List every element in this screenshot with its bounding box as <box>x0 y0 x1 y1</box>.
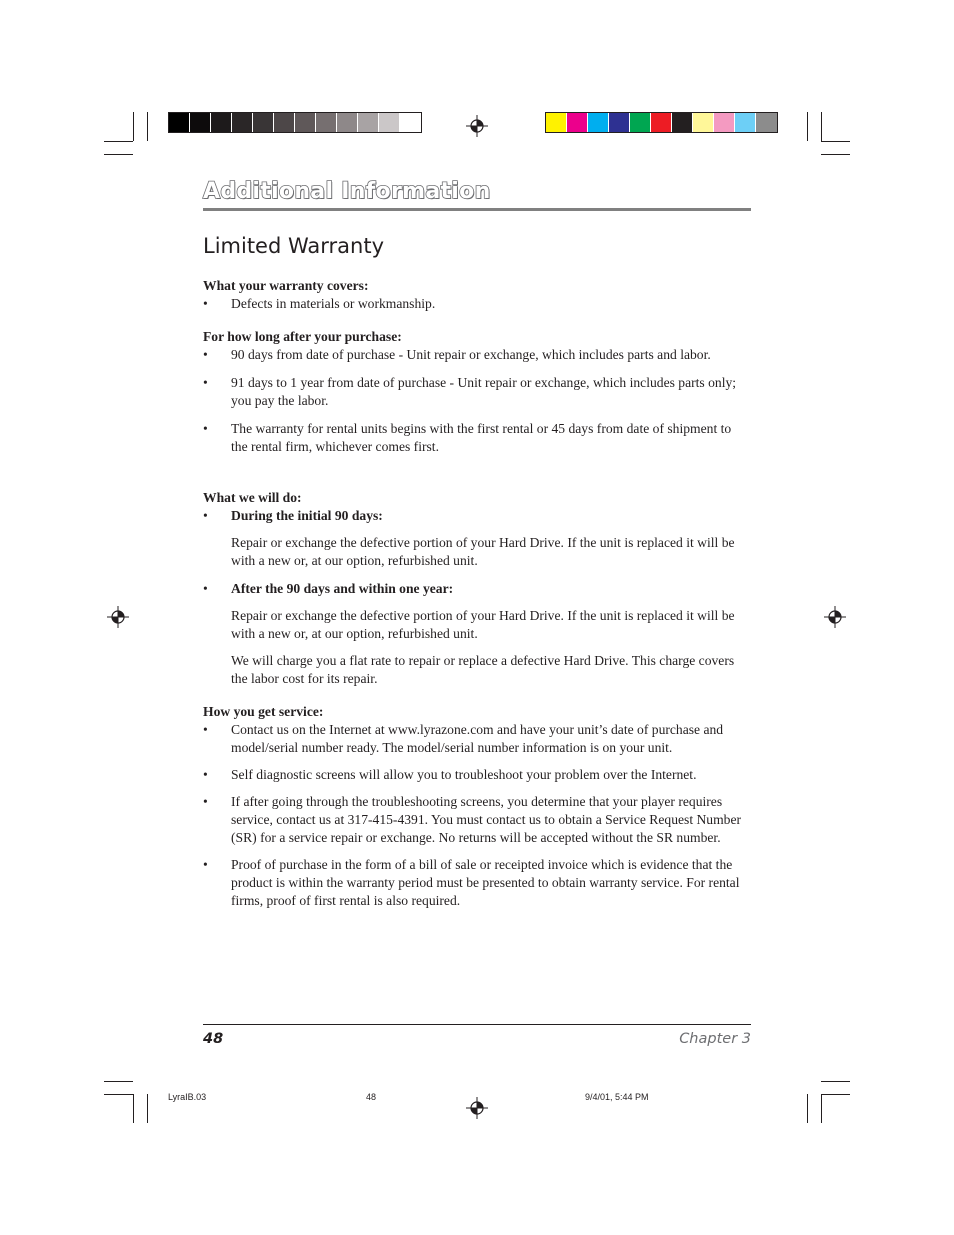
list-item <box>203 507 751 525</box>
bullet-icon: • <box>203 375 208 390</box>
color-swatch <box>735 113 756 132</box>
bullet-icon: • <box>203 581 208 596</box>
crop-mark <box>821 1094 822 1123</box>
color-swatch <box>253 113 274 132</box>
bullet-icon: • <box>203 722 208 737</box>
list-item: • 90 days from date of purchase - Unit repair or exchange, which includes parts and labor. <box>203 347 711 362</box>
page-number: 48 <box>203 1031 224 1047</box>
color-swatch <box>672 113 693 132</box>
color-swatch <box>651 113 672 132</box>
grayscale-color-bar <box>168 112 422 133</box>
list-item: • Defects in materials or workmanship. <box>203 296 436 311</box>
crop-mark <box>104 1081 133 1082</box>
list-item: • 91 days to 1 year from date of purchase - Unit repair or exchange, which includes parts only; you pay the labor. <box>203 375 737 408</box>
charge-text: We will charge you a flat rate to repair or replace a defective Hard Drive. This charge covers the labor cost for its repair. <box>231 653 735 686</box>
footer-rule <box>203 1024 751 1025</box>
list-item: • If after going through the troubleshooting screens, you determine that your player requires service, contact us at 317-415-4391. You must contact us to obtain a Service Request Number (SR) for a service repair or exchange. No returns will be accepted without the SR number. <box>203 794 742 845</box>
list-item: • The warranty for rental units begins with the first rental or 45 days from date of shipment to the rental firm, whichever comes first. <box>203 421 732 454</box>
section-title-rule <box>203 208 751 211</box>
crop-mark <box>147 112 148 141</box>
crop-mark <box>133 1094 134 1123</box>
initial-period-label: During the initial 90 days: <box>231 508 383 523</box>
registration-mark-icon <box>466 1097 488 1119</box>
color-swatch <box>169 113 190 132</box>
color-swatch <box>714 113 735 132</box>
section-title: Additional Information <box>203 179 491 204</box>
color-swatch <box>567 113 588 132</box>
registration-mark-icon <box>466 115 488 137</box>
crop-mark <box>104 1094 133 1095</box>
color-swatch <box>337 113 358 132</box>
color-swatch <box>756 113 777 132</box>
list-item: • Self diagnostic screens will allow you to troubleshoot your problem over the Internet. <box>203 767 697 782</box>
color-swatch <box>379 113 400 132</box>
process-color-bar <box>545 112 778 133</box>
color-swatch <box>295 113 316 132</box>
registration-mark-icon <box>107 606 129 628</box>
crop-mark <box>104 141 133 142</box>
service-heading: How you get service: <box>203 704 324 719</box>
color-swatch <box>274 113 295 132</box>
duration-heading: For how long after your purchase: <box>203 329 402 344</box>
color-swatch <box>546 113 567 132</box>
crop-mark <box>104 154 133 155</box>
will-do-heading: What we will do: <box>203 490 302 505</box>
color-swatch <box>630 113 651 132</box>
warranty-content <box>203 277 751 910</box>
covers-heading: What your warranty covers: <box>203 278 369 293</box>
bullet-icon: • <box>203 347 208 362</box>
list-item: • Contact us on the Internet at www.lyrazone.com and have your unit’s date of purchase and model/serial number ready. The model/serial number information is on your unit. <box>203 722 724 755</box>
bullet-icon: • <box>203 421 208 436</box>
crop-mark <box>821 1081 850 1082</box>
color-swatch <box>400 113 421 132</box>
bullet-icon: • <box>203 857 208 872</box>
color-swatch <box>232 113 253 132</box>
color-swatch <box>190 113 211 132</box>
registration-mark-icon <box>824 606 846 628</box>
slug-timestamp: 9/4/01, 5:44 PM <box>585 1092 649 1102</box>
color-swatch <box>358 113 379 132</box>
initial-period-text: Repair or exchange the defective portion of your Hard Drive. If the unit is replaced it will be with a new or, at our option, refurbished unit. <box>231 535 735 568</box>
bullet-icon: • <box>203 508 208 523</box>
bullet-icon: • <box>203 767 208 782</box>
crop-mark <box>807 112 808 141</box>
color-swatch <box>316 113 337 132</box>
after-period-label: After the 90 days and within one year: <box>231 581 454 596</box>
page-heading: Limited Warranty <box>203 234 385 258</box>
crop-mark <box>807 1094 808 1123</box>
list-item: • Proof of purchase in the form of a bill of sale or receipted invoice which is evidence that the product is within the warranty period must be presented to obtain warranty service. For rental firms, proof of first rental is also required. <box>203 857 740 908</box>
crop-mark <box>821 154 850 155</box>
color-swatch <box>211 113 232 132</box>
crop-mark <box>821 141 850 142</box>
slug-page: 48 <box>366 1092 377 1102</box>
after-period-text: Repair or exchange the defective portion of your Hard Drive. If the unit is replaced it will be with a new or, at our option, refurbished unit. <box>231 608 735 641</box>
list-item <box>203 580 751 598</box>
color-swatch <box>588 113 609 132</box>
chapter-label: Chapter 3 <box>679 1031 751 1047</box>
crop-mark <box>133 112 134 141</box>
crop-mark <box>147 1094 148 1123</box>
crop-mark <box>821 1094 850 1095</box>
bullet-icon: • <box>203 296 208 311</box>
bullet-icon: • <box>203 794 208 809</box>
color-swatch <box>693 113 714 132</box>
color-swatch <box>609 113 630 132</box>
slug-filename: LyraIB.03 <box>168 1092 207 1102</box>
crop-mark <box>821 112 822 141</box>
